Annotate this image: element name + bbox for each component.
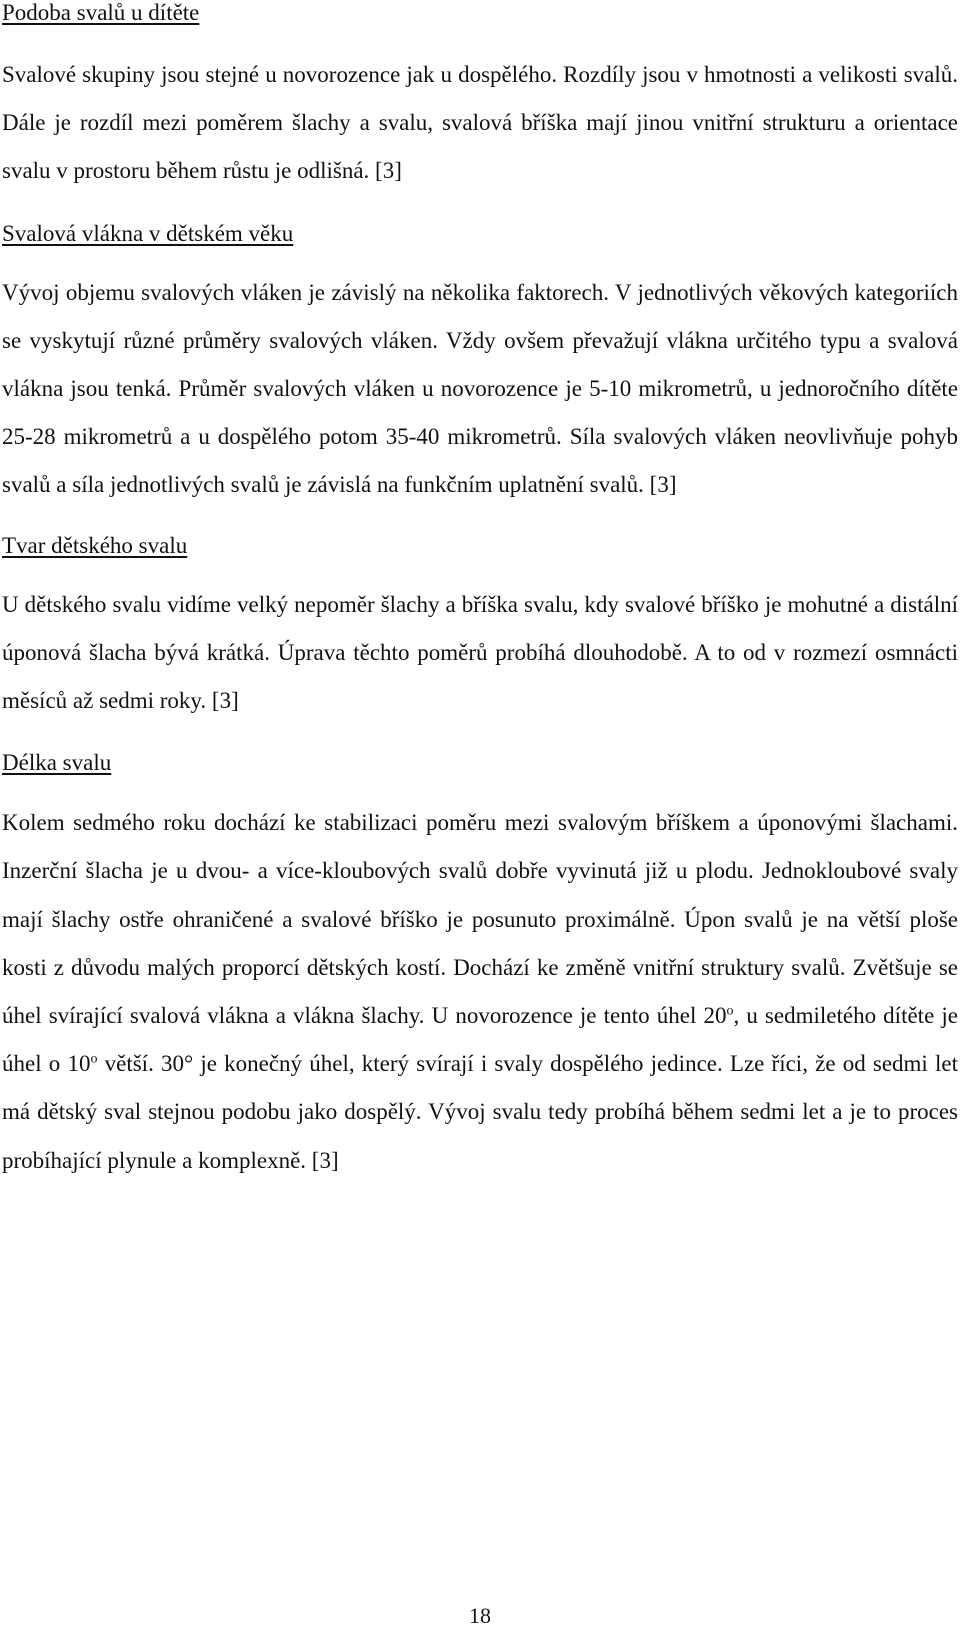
document-body: [2, 0, 958, 1185]
degree-superscript: o: [90, 1051, 98, 1067]
paragraph-text-part: větší. 30° je konečný úhel, který svírají i svaly dospělého jedince. Lze říci, že od sedmi let má dětský sval stejnou podobu jako dospělý. Vývoj svalu tedy probíhá během sedmi let a je to proces probíhající plynule a komplexně. [3]: [2, 1051, 958, 1173]
section-heading-tvar-svalu: Tvar dětského svalu: [2, 532, 188, 558]
paragraph-text-part: Kolem sedmého roku dochází ke stabilizaci poměru mezi svalovým bříškem a úponovými šlachami. Inzerční šlacha je u dvou- a více-kloubových svalů dobře vyvinutá již u plodu. Jednokloubové svaly mají šlachy ostře ohraničené a svalové bříško je posunuto proximálně. Úpon svalů je na větší ploše kosti z důvodu malých proporcí dětských kostí. Dochází ke změně vnitřní struktury svalů. Zvětšuje se úhel svírající svalová vlákna a vlákna šlachy. U novorozence je tento úhel 20: [2, 810, 958, 1029]
section-paragraph-svalova-vlakna: Vývoj objemu svalových vláken je závislý na několika faktorech. V jednotlivých věkových kategoriích se vyskytují různé průměry svalových vláken. Vždy ovšem převažují vlákna určitého typu a svalová vlákna jsou tenká. Průměr svalových vláken u novorozence je 5-10 mikrometrů, u jednoročního dítěte 25-28 mikrometrů a u dospělého potom 35-40 mikrometrů. Síla svalových vláken neovlivňuje pohyb svalů a síla jednotlivých svalů je závislá na funkčním uplatnění svalů. [3]: [2, 279, 958, 498]
section-heading-svalova-vlakna: Svalová vlákna v dětském věku: [2, 220, 294, 246]
section-paragraph-delka-svalu: [2, 799, 958, 1185]
page-number: 18: [469, 1603, 491, 1628]
section-paragraph-tvar-svalu: U dětského svalu vidíme velký nepoměr šlachy a bříška svalu, kdy svalové bříško je mohutné a distální úponová šlacha bývá krátká. Úprava těchto poměrů probíhá dlouhodobě. A to od v rozmezí osmnácti měsíců až sedmi roky. [3]: [2, 591, 958, 714]
section-heading-podoba-svalu: Podoba svalů u dítěte: [2, 0, 200, 25]
degree-superscript: o: [726, 1003, 734, 1019]
section-heading-delka-svalu: Délka svalu: [2, 750, 112, 776]
paragraph-text-part: , u sedmiletého dítěte je úhel o 10: [2, 1003, 958, 1077]
section-paragraph-podoba-svalu: Svalové skupiny jsou stejné u novorozence jak u dospělého. Rozdíly jsou v hmotnosti a velikosti svalů. Dále je rozdíl mezi poměrem šlachy a svalu, svalová bříška mají jinou vnitřní strukturu a orientace svalu v prostoru během růstu je odlišná. [3]: [2, 62, 958, 184]
